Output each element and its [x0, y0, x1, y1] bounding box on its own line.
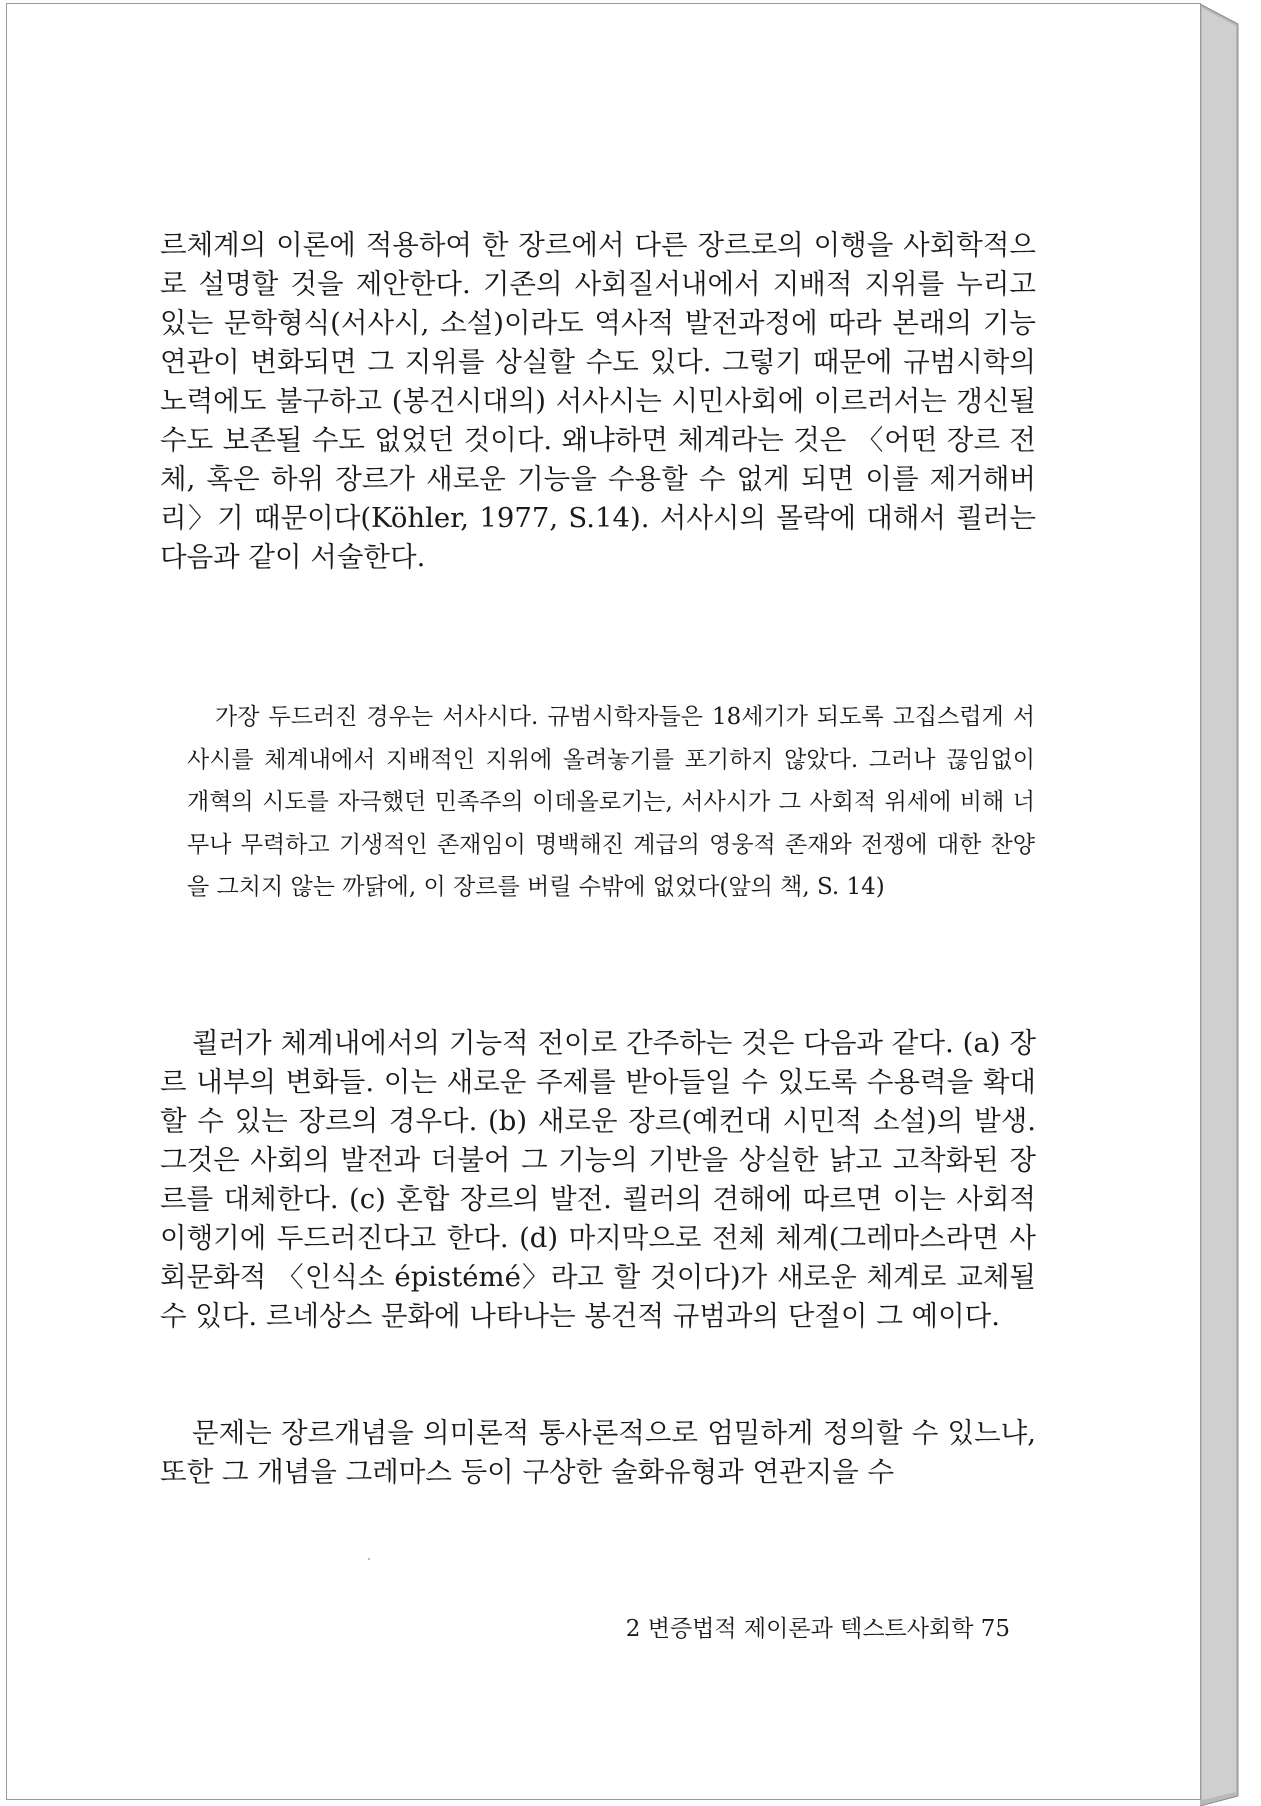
block-quote: 가장 두드러진 경우는 서사시다. 규범시학자들은 18세기가 되도록 고집스럽게 서사시를 체계내에서 지배적인 지위에 올려놓기를 포기하지 않았다. 그러나 끊임없이 개혁의 시도를 자극했던 민족주의 이데올로기는, 서사시가 그 사회적 위세에 비해 너무나 무력하고 기생적인 존재임이 명백해진 계급의 영웅적 존재와 전쟁에 대한 찬양을 그치지 않는 까닭에, 이 장르를 버릴 수밖에 없었다(앞의 책, S. 14) — [187, 704, 1035, 900]
body-paragraph-1: 르체계의 이론에 적용하여 한 장르에서 다른 장르로의 이행을 사회학적으로 설명할 것을 제안한다. 기존의 사회질서내에서 지배적 지위를 누리고 있는 문학형식(서사시, 소설)이라도 역사적 발전과정에 따라 본래의 기능연관이 변화되면 그 지위를 상실할 수도 있다. 그렇기 때문에 규범시학의 노력에도 불구하고 (봉건시대의) 서사시는 시민사회에 이르러서는 갱신될 수도 보존될 수도 없었던 것이다. 왜냐하면 체계라는 것은 〈어떤 장르 전체, 혹은 하위 장르가 새로운 기능을 수용할 수 없게 되면 이를 제거해버리〉기 때문이다(Köhler, 1977, S.14). 서사시의 몰락에 대해서 쾰러는 다음과 같이 서술한다. — [160, 229, 1036, 573]
scan-speck — [368, 1558, 370, 1560]
book-edge-shadow — [1200, 0, 1261, 1806]
running-footer-page-number: 2 변증법적 제이론과 텍스트사회학 75 — [625, 1616, 1010, 1642]
body-paragraph-2: 쾰러가 체계내에서의 기능적 전이로 간주하는 것은 다음과 같다. (a) 장르 내부의 변화들. 이는 새로운 주제를 받아들일 수 있도록 수용력을 확대할 수 있는 장르의 경우다. (b) 새로운 장르(예컨대 시민적 소설)의 발생. 그것은 사회의 발전과 더불어 그 기능의 기반을 상실한 낡고 고착화된 장르를 대체한다. (c) 혼합 장르의 발전. 쾰러의 견해에 따르면 이는 사회적 이행기에 두드러진다고 한다. (d) 마지막으로 전체 체계(그레마스라면 사회문화적 〈인식소 épistémé〉라고 할 것이다)가 새로운 체계로 교체될 수 있다. 르네상스 문화에 나타나는 봉건적 규범과의 단절이 그 예이다. — [160, 1027, 1036, 1332]
body-paragraph-3: 문제는 장르개념을 의미론적 통사론적으로 엄밀하게 정의할 수 있느냐, 또한 그 개념을 그레마스 등이 구상한 술화유형과 연관지을 수 — [160, 1417, 1036, 1488]
